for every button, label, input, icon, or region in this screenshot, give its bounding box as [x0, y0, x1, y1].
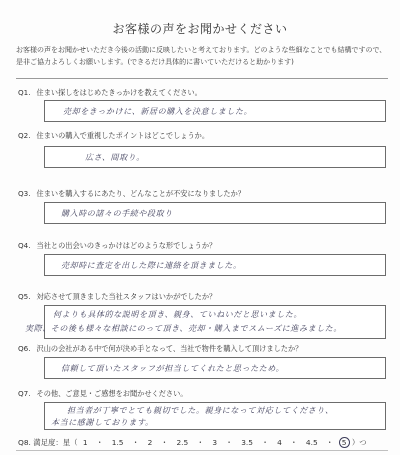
question-7 [18, 389, 187, 399]
rating-separator: ・ [196, 438, 204, 447]
question-text: 住まいを購入するにあたり、どんなことが不安になりましたか？ [36, 189, 245, 198]
question-number: Q6. [18, 344, 31, 353]
rating-separator: ・ [261, 438, 269, 447]
satisfaction-rating [18, 437, 367, 448]
rating-separator: ・ [131, 438, 140, 447]
rating-option: 4.5 [305, 438, 318, 447]
question-2 [18, 131, 209, 141]
answer-box-1 [44, 100, 386, 122]
question-text: 住まいの購入で重視したポイントはどこでしょうか。 [36, 131, 210, 140]
rating-label: Q8. 満足度：星（ [18, 438, 78, 447]
answer-text: 広さ、間取り。 [85, 153, 145, 162]
rating-option: 2.5 [176, 438, 189, 447]
divider [16, 78, 388, 79]
answer-text: 信頼して頂いたスタッフが担当してくれたと思ったため。 [61, 364, 285, 373]
question-text: 沢山の会社がある中で何が決め手となって、当社で物件を購入して頂けましたか？ [36, 344, 303, 353]
answer-box-7 [44, 402, 386, 430]
question-number: Q4. [18, 241, 31, 250]
rating-option: 2 [147, 438, 153, 447]
question-number: Q5. [18, 292, 31, 301]
rating-selected-circle: 5 [339, 437, 350, 448]
answer-text: 売却時に査定を出した際に連絡を頂きました。 [61, 261, 242, 270]
answer-text: 実際、その後も様々な相談にのって頂き、売却・購入までスムーズに進みました。 [25, 324, 342, 333]
question-number: Q7. [18, 389, 31, 398]
rating-option: 1 [82, 438, 88, 447]
question-text: その他、ご意見・ご感想をお聞かせください。 [36, 389, 188, 398]
page-title: お客様の声をお聞かせください [112, 22, 288, 36]
rating-separator: ・ [290, 438, 298, 447]
rating-separator: ・ [225, 438, 233, 447]
rating-option: 3.5 [241, 438, 253, 447]
answer-text: 何よりも具体的な説明を頂き、親身、ていねいだと思いました。 [53, 310, 303, 319]
answer-box-5 [25, 305, 386, 339]
question-5 [18, 292, 216, 302]
question-number: Q1. [18, 88, 31, 97]
answer-text: 担当者が丁寧でとても親切でした。親身になって対応してくださり、 [67, 406, 334, 415]
question-text: 対応させて頂きました当社スタッフはいかがでしたか？ [36, 292, 217, 301]
answer-box-4 [44, 254, 386, 276]
rating-separator: ・ [160, 438, 169, 447]
answer-text: 本当に感謝しております。 [51, 418, 154, 427]
rating-separator: ・ [326, 438, 334, 447]
intro-text: お客様の声をお聞かせいただき今後の活動に反映したいと考えております。どのような些細なことでも結構ですので、是非ご協力よろしくお願いします。(できるだけ具体的に書いていただけると助かります) [16, 46, 387, 66]
answer-box-3 [44, 202, 386, 224]
question-3 [18, 189, 245, 199]
rating-option: 1.5 [111, 438, 124, 447]
question-4 [18, 241, 216, 251]
question-6 [18, 344, 302, 354]
question-text: 当社との出会いのきっかけはどのような形でしょうか？ [36, 241, 217, 250]
question-number: Q3. [18, 189, 31, 198]
question-number: Q2. [18, 131, 31, 140]
rating-option: 3 [212, 438, 218, 447]
answer-text: 売却をきっかけに、新居の購入を決意しました。 [63, 107, 253, 116]
answer-text: 購入時の諸々の手続や段取り [61, 209, 173, 218]
answer-box-6 [44, 357, 386, 379]
rating-separator: ・ [95, 438, 104, 447]
rating-suffix: ）つ [351, 438, 367, 447]
answer-box-2 [44, 146, 386, 168]
divider [16, 450, 388, 451]
question-1 [18, 88, 202, 98]
question-text: 住まい探しをはじめたきっかけを教えてください。 [36, 88, 202, 97]
rating-option: 4 [277, 438, 282, 447]
